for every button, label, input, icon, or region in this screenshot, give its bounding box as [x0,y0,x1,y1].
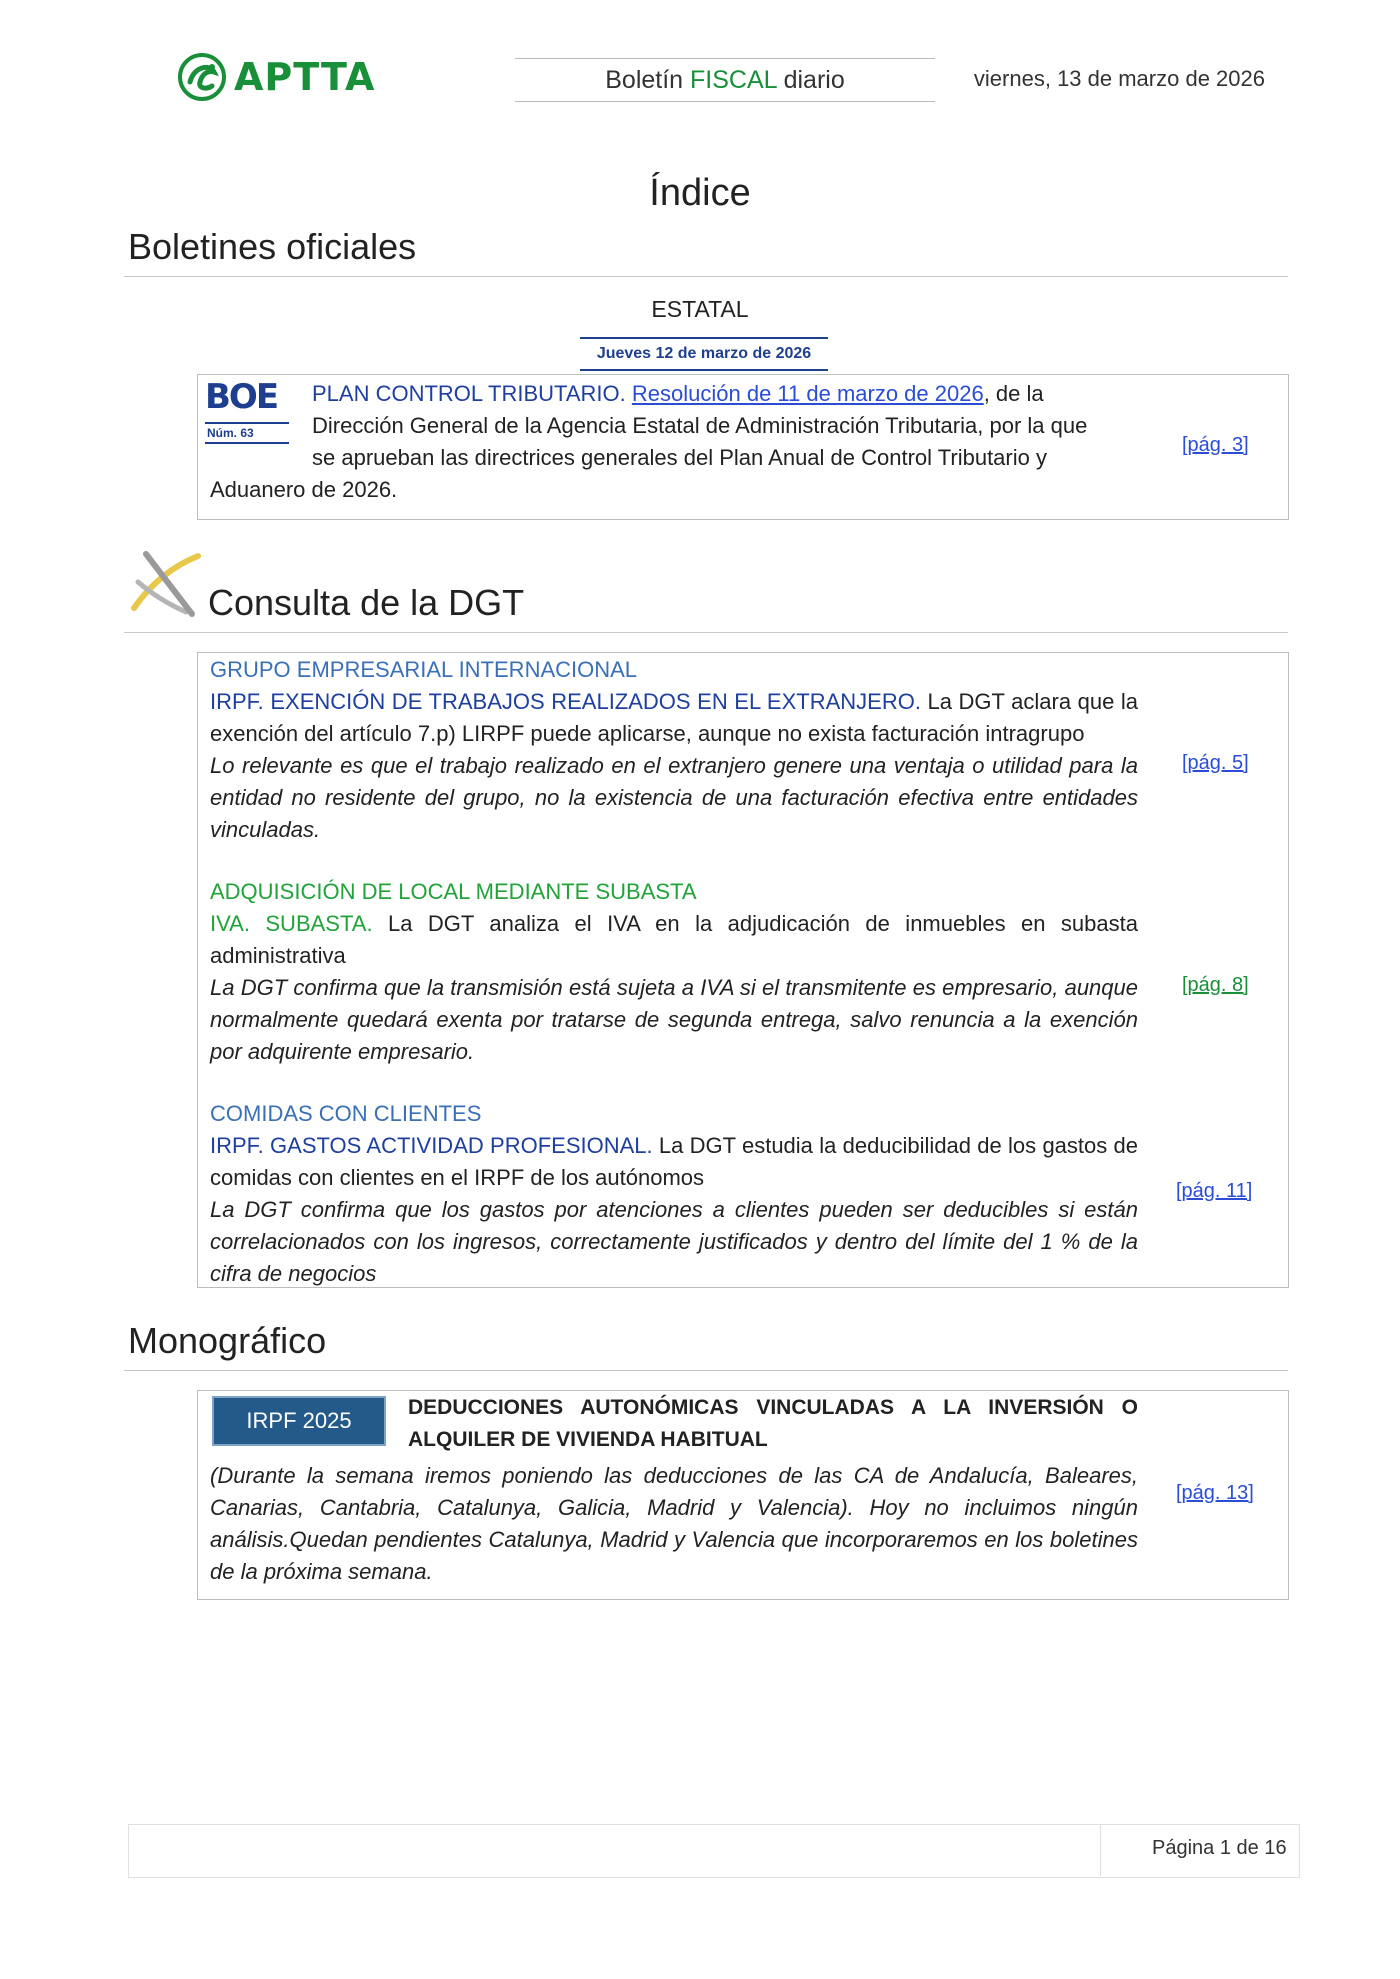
dgt-item-page-link[interactable]: [pág. 11] [1176,1180,1253,1202]
boe-entry-title: PLAN CONTROL TRIBUTARIO. [312,381,626,406]
dgt-item-title: IRPF. EXENCIÓN DE TRABAJOS REALIZADOS EN EL EXTRANJERO. [210,689,921,714]
logo-text: APTTA [234,55,376,99]
section-divider [124,632,1288,633]
monografico-title: DEDUCCIONES AUTONÓMICAS VINCULADAS A LA INVERSIÓN O ALQUILER DE VIVIENDA HABITUAL [408,1396,1138,1451]
page-number: Página 1 de 16 [1152,1837,1287,1859]
boe-number: Núm. 63 [205,422,289,444]
dgt-item-summary: Lo relevante es que el trabajo realizado en el extranjero genere una ventaja o utilidad para la entidad no residente del grupo, no la existencia de una facturación efectiva entre entidades vinculadas. [210,753,1138,842]
monografico-summary: (Durante la semana iremos poniendo las deducciones de las CA de Andalucía, Baleares, Canarias, Cantabria, Catalunya, Galicia, Madrid y Valencia). Hoy no incluimos ningún análisis.Quedan pendientes Catalunya, Madrid y Valencia que incorporaremos en los boletines de la próxima semana. [210,1463,1138,1584]
dgt-item-text: La DGT estudia la deducibilidad de los gastos de comidas con clientes en el IRPF de los autónomos [210,1133,1139,1190]
header-date: viernes, 13 de marzo de 2026 [973,66,1265,91]
dgt-item-title: IVA. SUBASTA. [210,911,373,936]
dgt-item-page-link[interactable]: [pág. 5] [1182,752,1249,774]
boe-entry-line2: Dirección General de la Agencia Estatal de Administración Tributaria, por la que [312,413,1088,438]
footer-separator [1100,1824,1101,1876]
boe-entry-lead: PLAN CONTROL TRIBUTARIO. Resolución de 11 de marzo de 2026, de la Dirección General de la Agencia Estatal de Administración Tributaria, por la que se aprueban las directrices generales del Plan Anual de Control Tributario y [312,378,1138,474]
section-monografico-heading: Monográfico [128,1320,327,1361]
aeat-logo-icon [128,548,204,620]
dgt-item-summary: La DGT confirma que la transmisión está sujeta a IVA si el transmitente es empresario, aunque normalmente quedará exenta por tratarse de segunda entrega, salvo renuncia a la exención por adquirente empresario. [210,975,1138,1064]
section-dgt-heading: Consulta de la DGT [208,582,525,623]
dgt-item-category: ADQUISICIÓN DE LOCAL MEDIANTE SUBASTA [210,879,697,904]
boe-page-link[interactable]: [pág. 3] [1182,434,1249,456]
dgt-item [210,1098,1138,1290]
bulletin-title: Boletín FISCAL diario [515,58,935,102]
dgt-item-page-link[interactable]: [pág. 8] [1182,974,1249,996]
boe-logo [205,377,291,456]
date-bar: Jueves 12 de marzo de 2026 [580,337,828,371]
estatal-label: ESTATAL [651,296,749,322]
boe-entry-line4: Aduanero de 2026. [210,477,398,502]
boe-entry-line3: se aprueban las directrices generales del Plan Anual de Control Tributario y [312,445,1047,470]
dgt-item-category: GRUPO EMPRESARIAL INTERNACIONAL [210,657,638,682]
irpf-badge: IRPF 2025 [212,1396,386,1446]
dgt-item-category: COMIDAS CON CLIENTES [210,1101,482,1126]
dgt-item-title: IRPF. GASTOS ACTIVIDAD PROFESIONAL. [210,1133,653,1158]
title-fiscal: FISCAL [690,66,777,94]
boe-resolution-link[interactable]: Resolución de 11 de marzo de 2026 [631,381,984,406]
boe-logo-letters: BOE [205,377,278,417]
dgt-item [210,654,1138,846]
dgt-item-summary: La DGT confirma que los gastos por atenciones a clientes pueden ser deducibles si están correlacionados con los ingresos, correctamente justificados y dentro del límite del 1 % de la cifra de negocios [210,1197,1138,1286]
dgt-item [210,876,1138,1068]
index-title: Índice [649,172,751,214]
aptta-emblem-icon [176,52,228,102]
section-boletines-heading: Boletines oficiales [128,226,417,267]
section-divider [124,276,1288,277]
aptta-logo [176,52,396,102]
footer-box [128,1824,1300,1878]
monografico-page-link[interactable]: [pág. 13] [1176,1482,1254,1504]
section-divider [124,1370,1288,1371]
dgt-item-text: La DGT analiza el IVA en la adjudicación de inmuebles en subasta administrativa [210,911,1138,968]
dgt-item-text: La DGT aclara que la exención del artículo 7.p) LIRPF puede aplicarse, aunque no exista facturación intragrupo [210,689,1139,746]
